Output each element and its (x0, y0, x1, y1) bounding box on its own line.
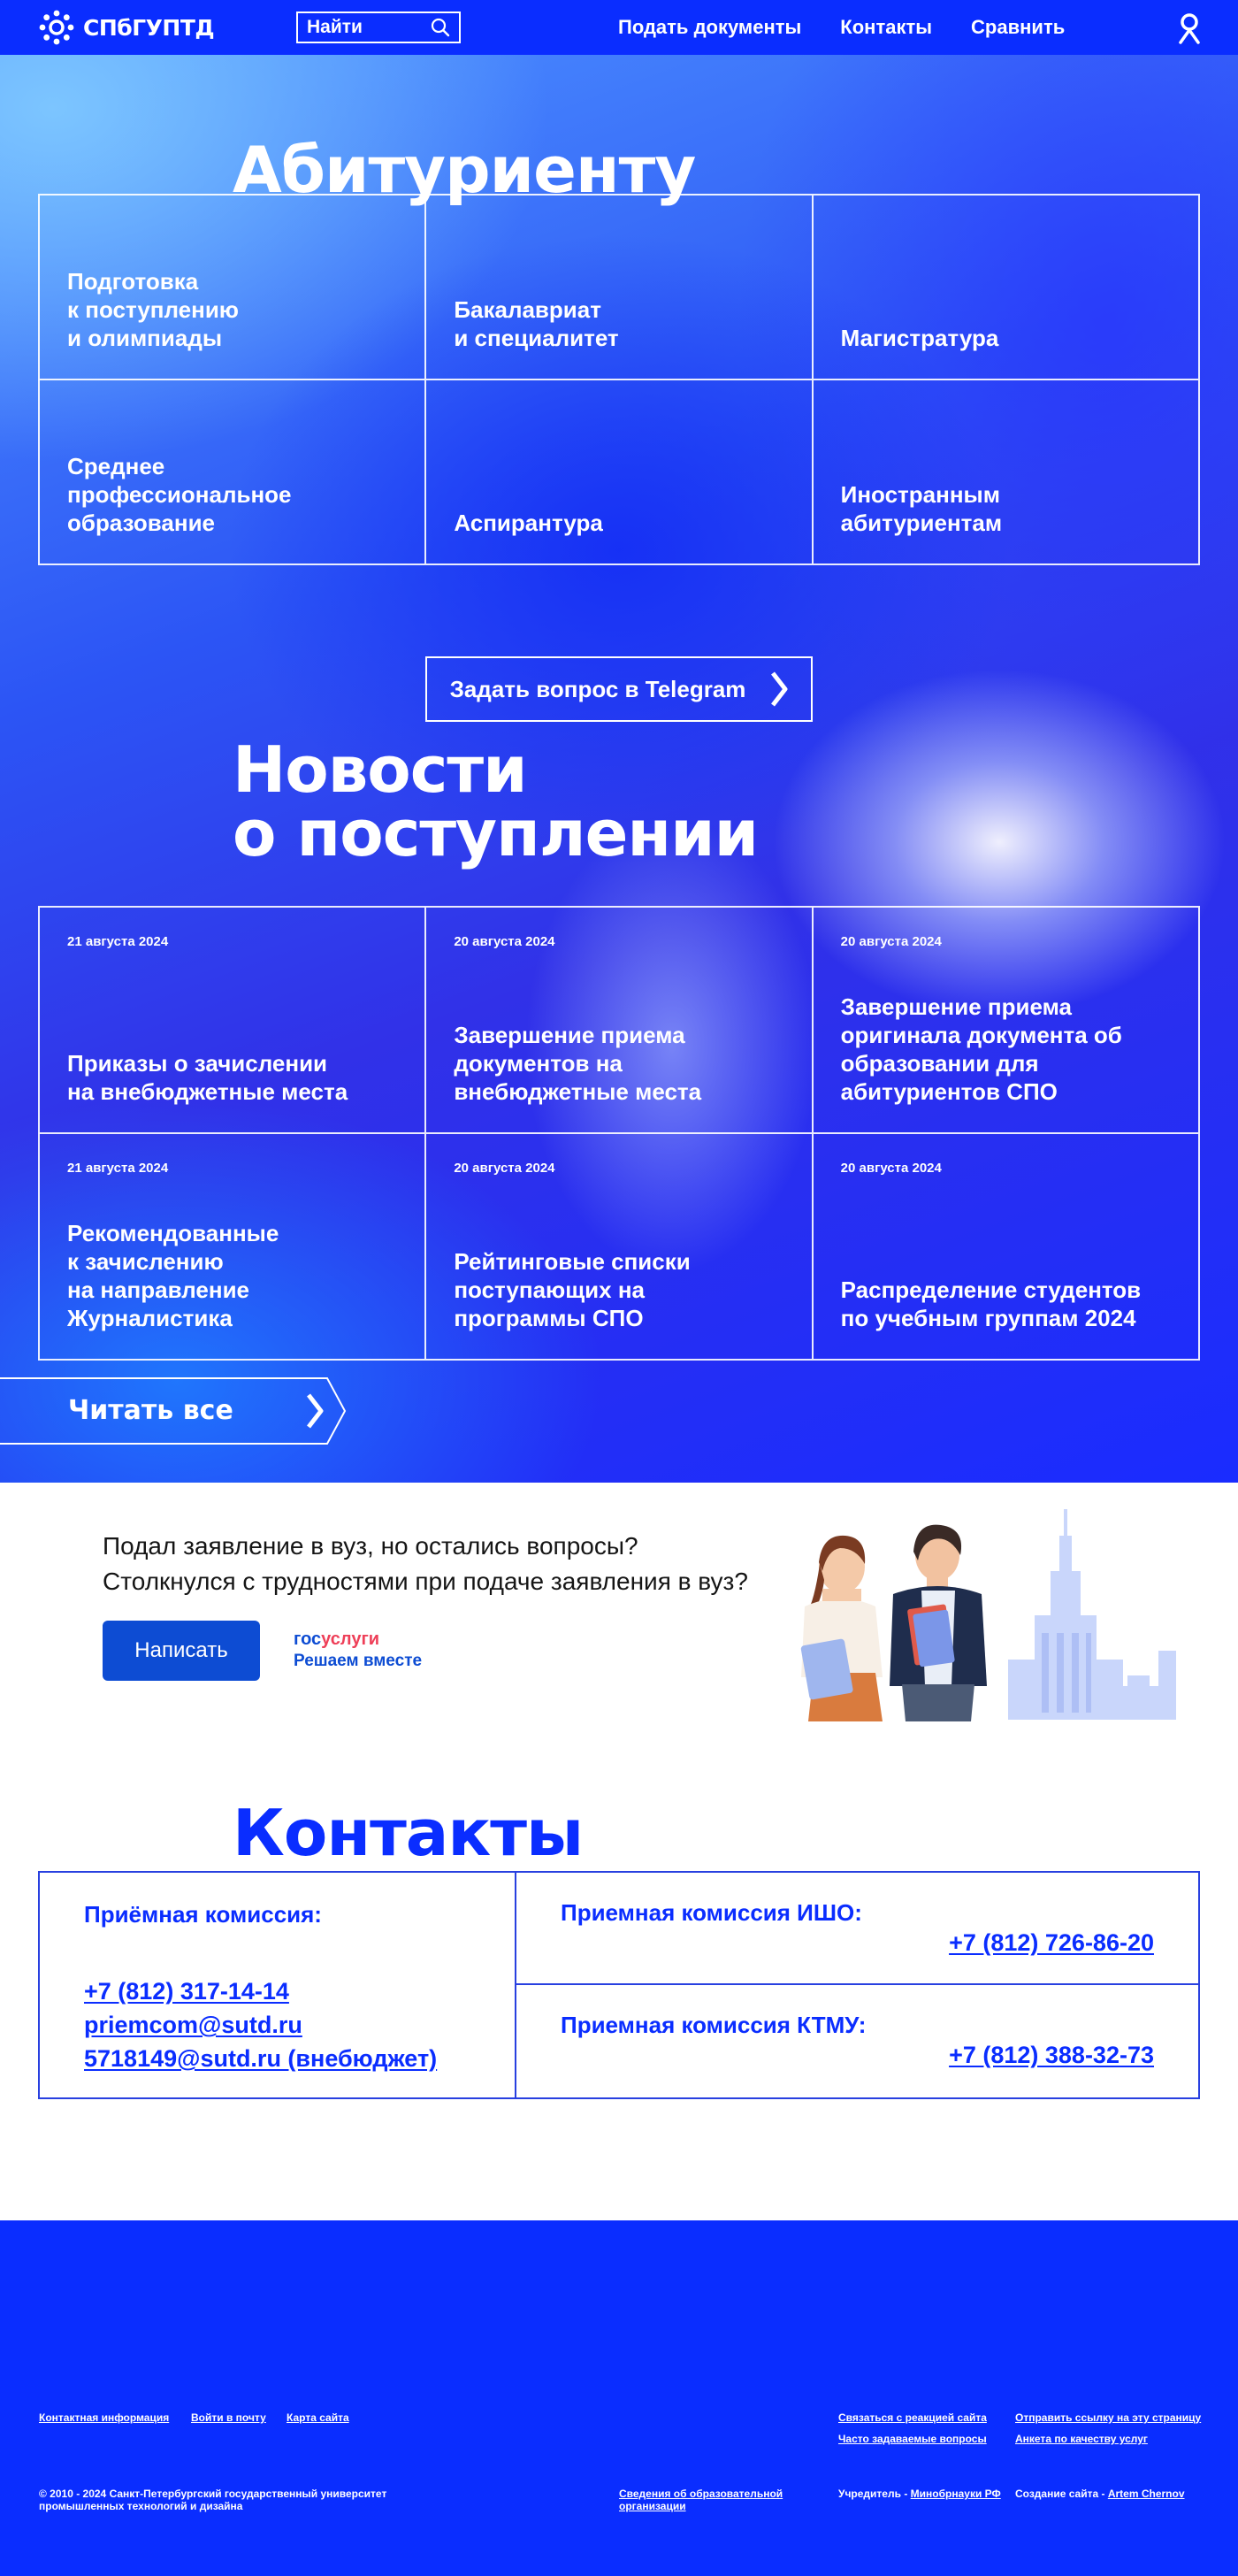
read-all-label: Читать все (68, 1395, 233, 1426)
logo-text: СПбГУПТД (83, 14, 215, 41)
news-date: 20 августа 2024 (454, 1161, 555, 1176)
creator-link[interactable]: Artem Chernov (1107, 2488, 1185, 2500)
founder-link[interactable]: Минобрнауки РФ (910, 2488, 1001, 2500)
section-card-preparation[interactable] (40, 196, 426, 380)
page-title: Абитуриенту (233, 133, 696, 207)
footer-faq-link[interactable]: Часто задаваемые вопросы (838, 2433, 987, 2445)
news-title (233, 732, 759, 870)
section-card-title: Магистратура (840, 325, 999, 351)
news-card[interactable] (40, 908, 426, 1134)
search-box (296, 12, 461, 43)
isho-heading: Приемная комиссия ИШО: (561, 1899, 862, 1926)
telegram-button-label: Задать вопрос в Telegram (449, 675, 746, 702)
telegram-question-button[interactable] (425, 656, 813, 722)
footer-founder (838, 2488, 1001, 2500)
news-card-title: Рекомендованные к зачислению на направление Журналистика (67, 1220, 279, 1331)
section-card-spo[interactable] (40, 380, 426, 565)
section-card-foreign[interactable] (814, 380, 1200, 565)
section-card-title: Подготовка к поступлению и олимпиады (67, 268, 240, 351)
news-card-title: Завершение приема оригинала документа об образовании для абитуриентов СПО (840, 993, 1122, 1105)
footer-edu-info-link[interactable] (619, 2488, 783, 2512)
footer-mail-link[interactable]: Войти в почту (191, 2411, 266, 2424)
news-card[interactable] (814, 1134, 1200, 1361)
section-card-postgraduate[interactable] (426, 380, 813, 565)
contacts-title: Контакты (233, 1796, 584, 1870)
site-logo[interactable] (39, 10, 214, 45)
edu-info-line2: организации (619, 2500, 686, 2512)
footer-share-link[interactable]: Отправить ссылку на эту страницу (1015, 2411, 1202, 2424)
news-date: 20 августа 2024 (454, 934, 555, 949)
section-card-bachelor[interactable] (426, 196, 813, 380)
news-date: 21 августа 2024 (67, 1161, 169, 1176)
footer-contact-editors-link[interactable]: Связаться с реакцией сайта (838, 2411, 987, 2424)
edu-info-line1: Сведения об образовательной (619, 2488, 783, 2500)
news-card-title: Приказы о зачислении на внебюджетные места (67, 1050, 348, 1105)
news-date: 20 августа 2024 (840, 1161, 942, 1176)
footer-creator (1015, 2488, 1185, 2500)
admission-office (40, 1873, 516, 2097)
section-card-title: Бакалавриат и специалитет (454, 296, 619, 351)
search-icon[interactable] (431, 18, 450, 37)
chevron-right-icon (306, 1393, 324, 1429)
contacts-table (38, 1871, 1200, 2099)
news-card[interactable] (814, 908, 1200, 1134)
students-illustration (769, 1509, 1194, 1721)
accessibility-icon[interactable] (1176, 12, 1203, 44)
nav-submit-documents[interactable]: Подать документы (618, 16, 802, 38)
news-card-title: Рейтинговые списки поступающих на программы СПО (454, 1248, 691, 1331)
copyright-line2: промышленных технологий и дизайна (39, 2500, 243, 2512)
logo-tagline: Решаем вместе (294, 1652, 423, 1670)
news-date: 20 августа 2024 (840, 934, 942, 949)
news-card[interactable] (40, 1134, 426, 1361)
ktmu-heading: Приемная комиссия КТМУ: (561, 2012, 867, 2038)
main-nav (618, 0, 1065, 55)
news-date: 21 августа 2024 (67, 934, 169, 949)
logo-uslugi: услуги (321, 1629, 380, 1649)
isho-office (516, 1873, 1198, 1985)
read-all-button[interactable] (0, 1377, 347, 1445)
gosuslugi-question-2: Столкнулся с трудностями при подаче заявления в вуз? (103, 1568, 748, 1595)
founder-label: Учредитель - (838, 2488, 911, 2500)
news-card-title: Завершение приема документов на внебюджетные места (454, 1022, 702, 1105)
footer-survey-link[interactable]: Анкета по качеству услуг (1015, 2433, 1148, 2445)
news-grid (38, 906, 1200, 1361)
admission-phone-link[interactable]: +7 (812) 317-14-14 (84, 1978, 289, 2005)
sections-grid (38, 194, 1200, 565)
chevron-right-icon (770, 671, 788, 707)
footer-sitemap-link[interactable]: Карта сайта (287, 2411, 349, 2424)
section-card-title: Иностранным абитуриентам (840, 481, 1003, 536)
section-card-title: Среднее профессиональное образование (67, 453, 292, 536)
nav-contacts[interactable]: Контакты (840, 16, 933, 38)
admission-email-link[interactable]: priemcom@sutd.ru (84, 2012, 302, 2038)
news-card-title: Распределение студентов по учебным группам 2024 (840, 1276, 1142, 1331)
gosuslugi-logo (294, 1629, 422, 1671)
creator-label: Создание сайта - (1015, 2488, 1108, 2500)
gosuslugi-widget (0, 1483, 1238, 1739)
news-title-line1: Новости (233, 732, 527, 807)
sun-logo-icon (39, 10, 74, 45)
site-footer (0, 2220, 1238, 2576)
section-card-title: Аспирантура (454, 510, 603, 536)
contacts-section (0, 1739, 1238, 2220)
news-card[interactable] (426, 1134, 813, 1361)
write-button[interactable]: Написать (103, 1621, 260, 1681)
logo-gos: гос (294, 1629, 322, 1649)
ktmu-office (516, 1985, 1198, 2097)
hero-section (0, 55, 1238, 1483)
admission-heading: Приёмная комиссия: (84, 1901, 322, 1928)
footer-copyright (39, 2488, 386, 2512)
footer-contact-info-link[interactable]: Контактная информация (39, 2411, 170, 2424)
news-card[interactable] (426, 908, 813, 1134)
section-card-master[interactable] (814, 196, 1200, 380)
nav-compare[interactable]: Сравнить (971, 16, 1066, 38)
search-input[interactable] (307, 17, 422, 38)
site-header (0, 0, 1238, 55)
ktmu-phone-link[interactable]: +7 (812) 388-32-73 (949, 2042, 1154, 2068)
news-title-line2: о поступлении (233, 796, 759, 870)
copyright-line1: © 2010 - 2024 Санкт-Петербургский государственный университет (39, 2488, 387, 2500)
gosuslugi-text (103, 1529, 748, 1599)
admission-email-paid-link[interactable]: 5718149@sutd.ru (внебюджет) (84, 2045, 438, 2072)
isho-phone-link[interactable]: +7 (812) 726-86-20 (949, 1929, 1154, 1956)
gosuslugi-question-1: Подал заявление в вуз, но остались вопросы? (103, 1532, 638, 1560)
